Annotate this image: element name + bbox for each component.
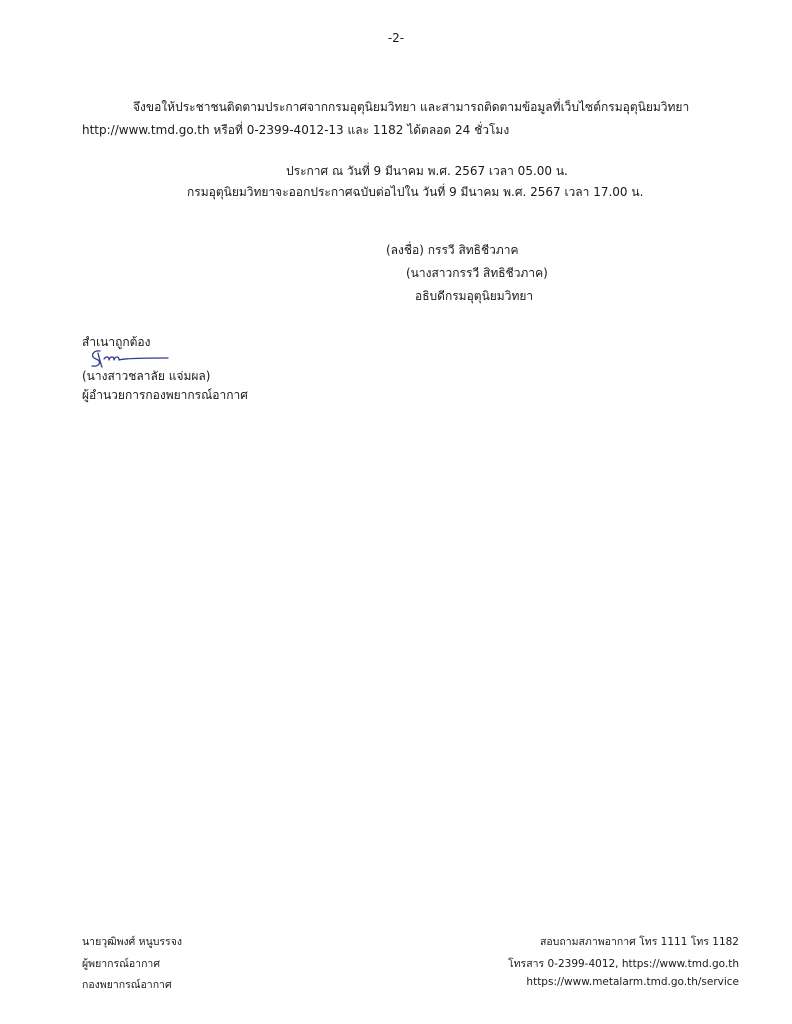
footer-service-url: https://www.metalarm.tmd.go.th/service [526, 976, 739, 988]
certified-copy-title: ผู้อำนวยการกองพยากรณ์อากาศ [82, 388, 248, 402]
footer-forecaster-name: นายวุฒิพงศ์ หนูบรรจง [82, 936, 182, 948]
certified-copy-name: (นางสาวชลาลัย แจ่มผล) [82, 369, 211, 383]
next-announcement-time: กรมอุตุนิยมวิทยาจะออกประกาศฉบับต่อไปใน วันที่ 9 มีนาคม พ.ศ. 2567 เวลา 17.00 น. [187, 185, 644, 199]
signer-name: (นางสาวกรรวี สิทธิชีวภาค) [406, 266, 548, 280]
footer-fax-website: โทรสาร 0-2399-4012, https://www.tmd.go.th [508, 958, 739, 970]
body-paragraph-line-1: จึงขอให้ประชาชนติดตามประกาศจากกรมอุตุนิยมวิทยา และสามารถติดตามข้อมูลที่เว็บไซต์กรมอุตุนิยมวิทยา [133, 100, 690, 114]
certified-copy-label: สำเนาถูกต้อง [82, 335, 151, 349]
signed-by-line: (ลงชื่อ) กรรวี สิทธิชีวภาค [386, 243, 519, 257]
announcement-time: ประกาศ ณ วันที่ 9 มีนาคม พ.ศ. 2567 เวลา 05.00 น. [286, 164, 568, 178]
footer-forecaster-role: ผู้พยากรณ์อากาศ [82, 958, 160, 970]
footer-division: กองพยากรณ์อากาศ [82, 979, 172, 991]
signer-title: อธิบดีกรมอุตุนิยมวิทยา [415, 289, 534, 303]
body-paragraph-line-2: http://www.tmd.go.th หรือที่ 0-2399-4012-13 และ 1182 ได้ตลอด 24 ชั่วโมง [82, 123, 510, 137]
page-number: -2- [387, 31, 405, 45]
footer-phone-info: สอบถามสภาพอากาศ โทร 1111 โทร 1182 [539, 936, 739, 948]
